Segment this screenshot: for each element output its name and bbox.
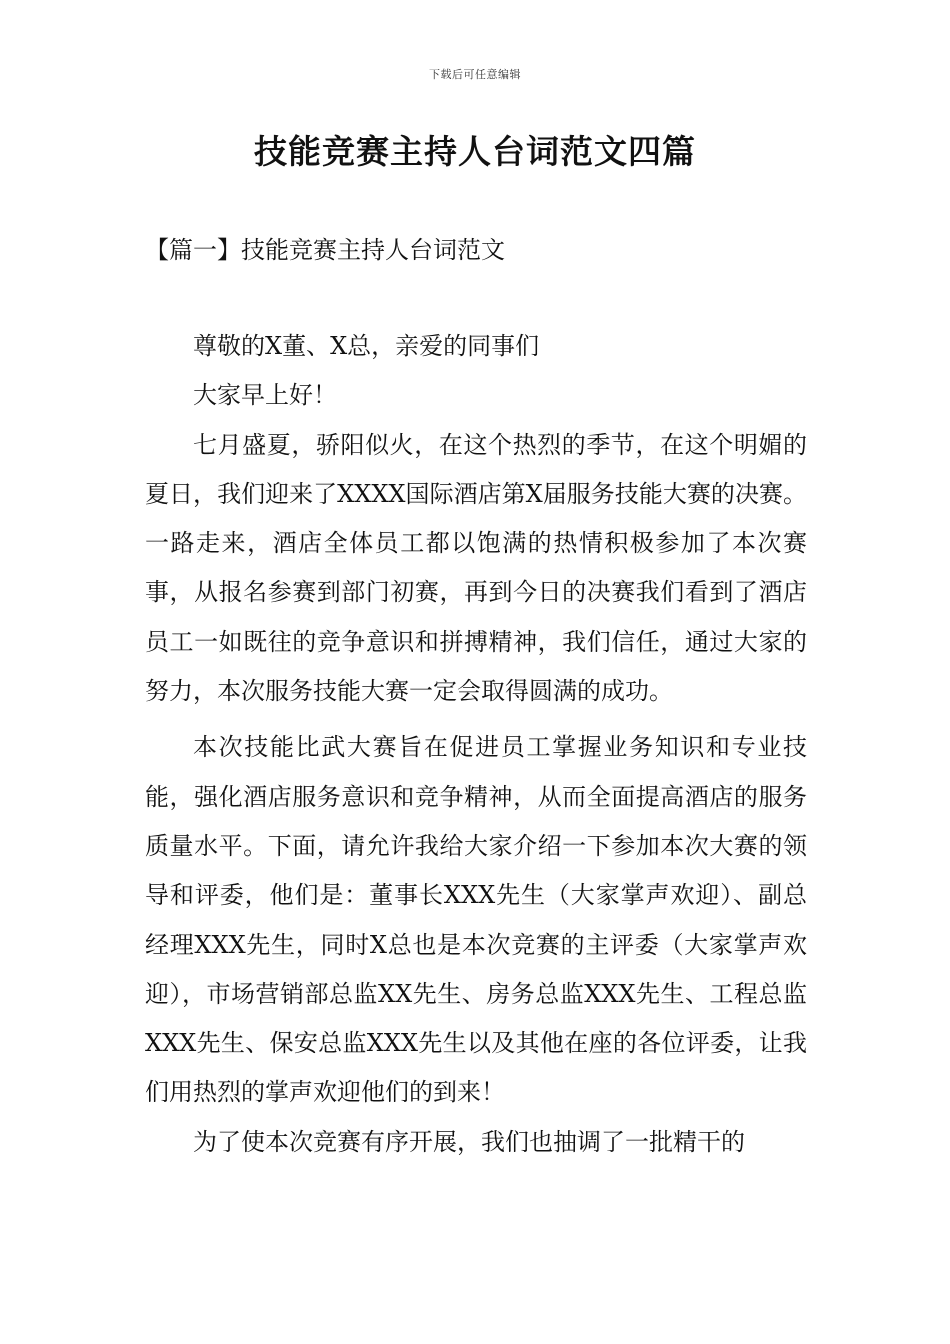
- section-heading: 【篇一】技能竞赛主持人台词范文: [145, 236, 505, 264]
- header-note: 下载后可任意编辑: [429, 68, 521, 81]
- greeting-paragraph: 大家早上好！: [193, 381, 337, 410]
- opening-paragraph: 七月盛夏，骄阳似火，在这个热烈的季节，在这个明媚的夏日，我们迎来了XXXX国际酒店第X届服务技能大赛的决赛。一路走来，酒店全体员工都以饱满的热情积极参加了本次赛事，从报名参赛到部门初赛，再到今日的决赛我们看到了酒店员工一如既往的竞争意识和拼搏精神，我们信任，通过大家的努力，本次服务技能大赛一定会取得圆满的成功。: [145, 430, 807, 706]
- closing-paragraph: 为了使本次竞赛有序开展，我们也抽调了一批精干的: [193, 1127, 745, 1156]
- document-title: 技能竞赛主持人台词范文四篇: [254, 132, 696, 171]
- introduction-paragraph: 本次技能比武大赛旨在促进员工掌握业务知识和专业技能，强化酒店服务意识和竞争精神，从而全面提高酒店的服务质量水平。下面，请允许我给大家介绍一下参加本次大赛的领导和评委，他们是：董事长XXX先生（大家掌声欢迎）、副总经理XXX先生，同时X总也是本次竞赛的主评委（大家掌声欢迎），市场营销部总监XX先生、房务总监XXX先生、工程总监XXX先生、保安总监XXX先生以及其他在座的各位评委，让我们用热烈的掌声欢迎他们的到来！: [145, 733, 807, 1107]
- body-text: [145, 322, 807, 1167]
- salutation-paragraph: 尊敬的X董、X总，亲爱的同事们: [193, 332, 540, 360]
